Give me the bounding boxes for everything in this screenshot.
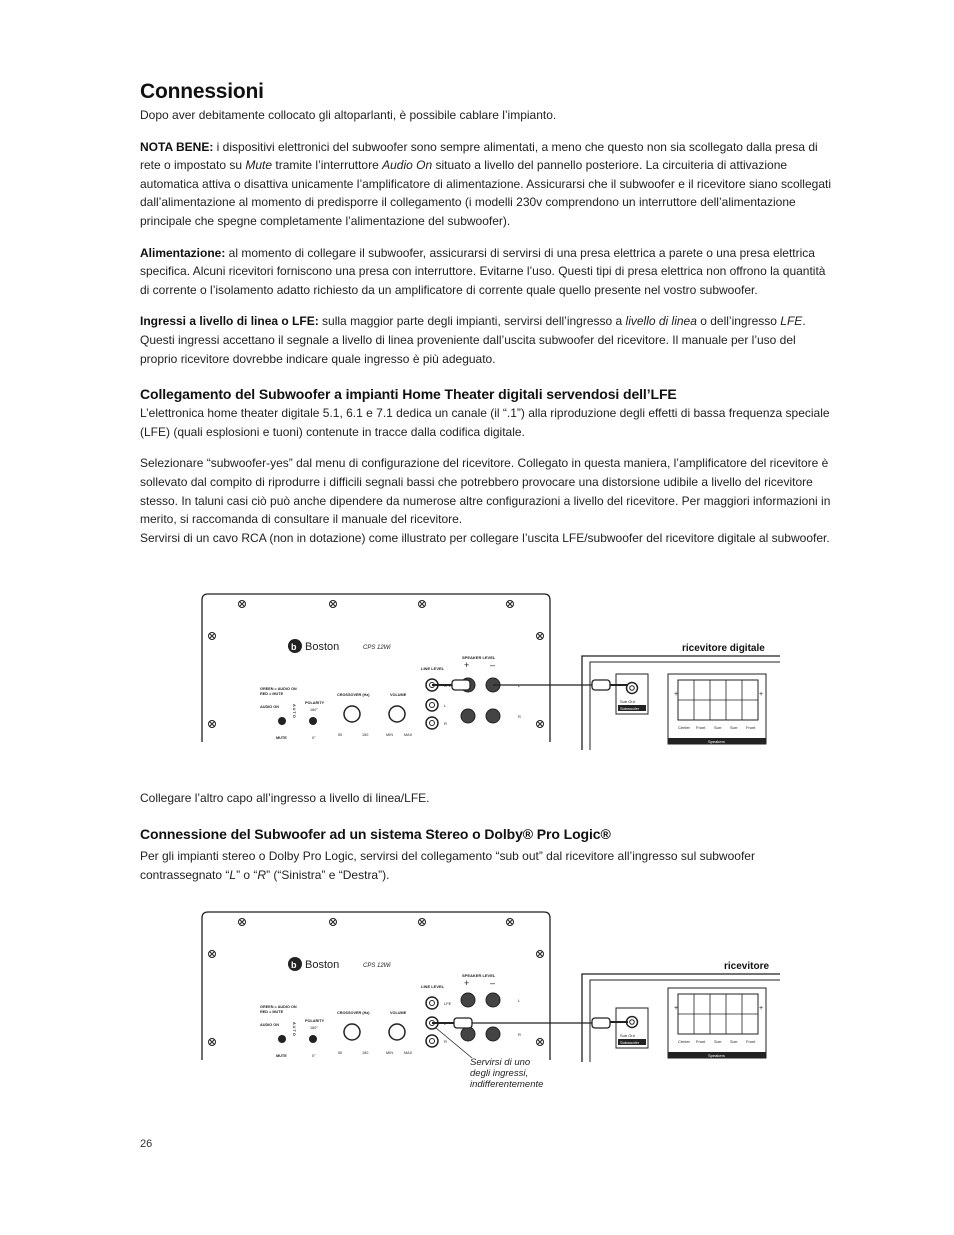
svg-text:MIN: MIN — [386, 1051, 393, 1055]
section-heading-stereo: Connessione del Subwoofer ad un sistema Stereo o Dolby® Pro Logic® — [140, 826, 611, 842]
svg-text:Subwoofer: Subwoofer — [620, 1040, 640, 1045]
svg-text:+: + — [759, 691, 764, 698]
svg-text:LINE LEVEL: LINE LEVEL — [421, 984, 445, 989]
speaker-terminal-block — [668, 674, 766, 744]
svg-text:LINE LEVEL: LINE LEVEL — [421, 666, 445, 671]
svg-text:50: 50 — [338, 733, 343, 737]
svg-text:Speakers: Speakers — [708, 739, 725, 744]
svg-text:Front: Front — [696, 725, 706, 730]
audio-on-switch — [278, 717, 286, 725]
svg-text:POLARITY: POLARITY — [305, 1019, 325, 1023]
svg-text:–: – — [490, 660, 496, 670]
svg-text:150: 150 — [362, 1051, 369, 1055]
svg-text:POLARITY: POLARITY — [305, 701, 325, 705]
svg-text:b: b — [291, 642, 297, 652]
svg-text:MUTE: MUTE — [276, 1054, 287, 1058]
svg-text:RED = MUTE: RED = MUTE — [260, 1010, 284, 1014]
svg-text:SPEAKER LEVEL: SPEAKER LEVEL — [462, 655, 496, 660]
svg-text:MIN: MIN — [386, 733, 393, 737]
svg-text:A U T O: A U T O — [292, 704, 296, 718]
svg-text:GREEN = AUDIO ON: GREEN = AUDIO ON — [260, 1005, 297, 1009]
svg-text:Front: Front — [746, 1039, 756, 1044]
page-content — [140, 80, 836, 547]
crossover-knob — [344, 706, 360, 722]
svg-text:Servirsi di uno: Servirsi di uno — [470, 1057, 531, 1068]
nota-bene-paragraph: NOTA BENE: i dispositivi elettronici del subwoofer sono sempre alimentati, a meno che questo non sia scollegato dalla presa di rete o impostato su Mute tramite l’interruttore Audio On situato a livello del pannello posteriore. La circuiteria di attivazione automatica attiva o disattiva unicamente l’amplificatore di alimentazione. Assicurarsi che il subwoofer e il ricevitore siano scollegati dall’alimentazione al momento di predisporre il collegamento (i modelli 230v comprendono un interruttore dell’alimentazione principale che spegne completamente l’alimentazione del subwoofer). — [140, 139, 831, 228]
section2-paragraph: Per gli impianti stereo o Dolby Pro Logic, servirsi del collegamento “sub out” dal ricevitore all’ingresso sul subwoofer contrassegnato “L” o “R” (“Sinistra” e “Destra”). — [140, 849, 755, 882]
svg-text:Surr: Surr — [730, 1039, 738, 1044]
after-diagram-note: Collegare l’altro capo all’ingresso a livello di linea/LFE. — [140, 791, 430, 805]
svg-text:Boston: Boston — [305, 959, 340, 971]
section1-paragraph-1: L’elettronica home theater digitale 5.1, 6.1 e 7.1 dedica un canale (il “.1”) alla riproduzione degli effetti di bassa frequenza speciale (LFE) (quali esplosioni e tuoni) contenute in tracce dalla codifica digitale. — [140, 406, 830, 439]
svg-text:Front: Front — [746, 725, 756, 730]
stereo-connection-diagram — [200, 910, 780, 1100]
svg-text:Center: Center — [678, 1039, 691, 1044]
svg-text:MAX: MAX — [404, 1051, 413, 1055]
receiver-label-2: ricevitore — [724, 961, 770, 972]
svg-text:–: – — [490, 978, 496, 988]
svg-text:+: + — [464, 660, 470, 670]
rca-inputs — [426, 679, 438, 729]
brand-label: Boston — [305, 641, 340, 653]
svg-text:Surr: Surr — [714, 725, 722, 730]
svg-text:LFE: LFE — [444, 683, 452, 688]
svg-text:0°: 0° — [312, 1054, 316, 1058]
svg-text:180°: 180° — [310, 708, 318, 712]
svg-text:AUDIO ON: AUDIO ON — [260, 705, 279, 709]
svg-text:+: + — [759, 1005, 764, 1012]
svg-text:CROSSOVER (Hz): CROSSOVER (Hz) — [337, 693, 370, 697]
section-heading-lfe: Collegamento del Subwoofer a impianti Home Theater digitali servendosi dell’LFE — [140, 386, 677, 403]
svg-text:0°: 0° — [312, 736, 316, 740]
svg-text:+: + — [674, 691, 679, 698]
svg-text:+: + — [464, 978, 470, 988]
svg-text:Surr: Surr — [714, 1039, 722, 1044]
svg-text:VOLUME: VOLUME — [390, 1011, 407, 1015]
svg-text:Sub Out: Sub Out — [620, 1033, 635, 1038]
nota-bene-label: NOTA BENE: — [140, 139, 214, 154]
receiver-label: ricevitore digitale — [682, 643, 765, 654]
svg-text:VOLUME: VOLUME — [390, 693, 407, 697]
svg-text:RED = MUTE: RED = MUTE — [260, 692, 284, 696]
volume-knob — [389, 706, 405, 722]
polarity-switch — [309, 717, 317, 725]
section1-paragraph-2: Selezionare “subwoofer-yes” dal menu di configurazione del ricevitore. Collegato in questa maniera, l’amplificatore del ricevitore è sollevato dal compito di riprodurre i difficili segnali bassi che potrebbero provocare una distorsione udibile a livello del ricevitore stesso. In taluni casi ciò può anche dipendere da numerose altre configurazioni a livello del ricevitore. Per maggiori informazioni in merito, si raccomanda di consultare il manuale del ricevitore. — [140, 456, 831, 527]
svg-text:SPEAKER LEVEL: SPEAKER LEVEL — [462, 973, 496, 978]
svg-text:CROSSOVER (Hz): CROSSOVER (Hz) — [337, 1011, 370, 1015]
svg-text:Surr: Surr — [730, 725, 738, 730]
svg-text:GREEN = AUDIO ON: GREEN = AUDIO ON — [260, 687, 297, 691]
svg-text:L: L — [518, 998, 521, 1003]
svg-text:indifferentemente: indifferentemente — [470, 1079, 544, 1090]
svg-text:Subwoofer: Subwoofer — [620, 706, 640, 711]
svg-text:LFE: LFE — [444, 1001, 452, 1006]
svg-text:180°: 180° — [310, 1026, 318, 1030]
page-title: Connessioni — [140, 80, 264, 103]
ingressi-paragraph: Ingressi a livello di linea o LFE: sulla maggior parte degli impianti, servirsi dell’ingresso a livello di linea o dell’ingresso LFE. Questi ingressi accettano il segnale a livello di linea proveniente dall’uscita subwoofer del ricevitore. Il manuale per l’uso del proprio ricevitore dovrebbe indicare quale ingresso è più adeguato. — [140, 314, 806, 366]
ingressi-label: Ingressi a livello di linea o LFE: — [140, 314, 319, 329]
svg-text:L: L — [518, 683, 521, 688]
svg-text:150: 150 — [362, 733, 369, 737]
intro-paragraph: Dopo aver debitamente collocato gli altoparlanti, è possibile cablare l’impianto. — [140, 108, 557, 122]
section1-paragraph-3: Servirsi di un cavo RCA (non in dotazione) come illustrato per collegare l’uscita LFE/subwoofer del ricevitore digitale al subwoofer. — [140, 530, 830, 545]
svg-text:R: R — [444, 1039, 447, 1044]
rca-plug-right — [592, 680, 610, 690]
svg-text:Center: Center — [678, 725, 691, 730]
svg-text:Front: Front — [696, 1039, 706, 1044]
svg-text:L: L — [444, 1021, 447, 1026]
svg-text:AUDIO ON: AUDIO ON — [260, 1023, 279, 1027]
svg-text:L: L — [444, 703, 447, 708]
svg-text:A U T O: A U T O — [292, 1022, 296, 1036]
svg-text:R: R — [518, 714, 521, 719]
model-label: CPS 12Wi — [363, 645, 391, 651]
svg-text:50: 50 — [338, 1051, 343, 1055]
svg-text:CPS 12Wi: CPS 12Wi — [363, 963, 391, 969]
lfe-connection-diagram — [200, 592, 780, 750]
svg-text:Speakers: Speakers — [708, 1053, 725, 1058]
svg-text:MAX: MAX — [404, 733, 413, 737]
svg-text:MUTE: MUTE — [276, 736, 287, 740]
page-number: 26 — [140, 1138, 153, 1150]
svg-text:R: R — [444, 721, 447, 726]
alimentazione-label: Alimentazione: — [140, 245, 226, 260]
svg-text:Sub Out: Sub Out — [620, 699, 635, 704]
svg-text:R: R — [518, 1032, 521, 1037]
alimentazione-paragraph: Alimentazione: al momento di collegare il subwoofer, assicurarsi di servirsi di una presa elettrica a parete o una presa elettrica specifica. Alcuni ricevitori forniscono una presa con interruttore. Evitarne l’uso. Questi tipi di presa elettrica non offrono la quantità di corrente o l’isolamento adatto richiesto da un amplificatore di corrente quale quello presente nel vostro subwoofer. — [140, 245, 826, 297]
svg-text:+: + — [674, 1005, 679, 1012]
svg-text:b: b — [291, 960, 297, 970]
svg-text:degli ingressi,: degli ingressi, — [470, 1068, 529, 1079]
